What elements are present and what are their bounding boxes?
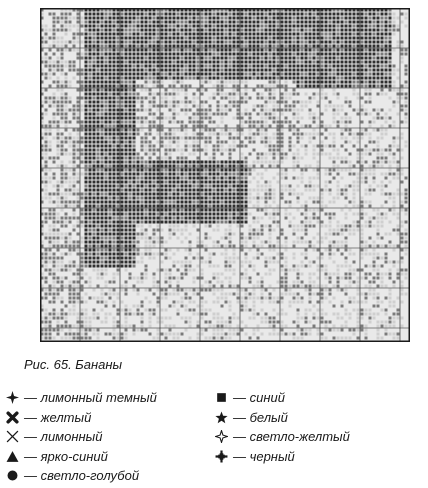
legend-item bbox=[212, 408, 350, 428]
square-icon bbox=[212, 391, 230, 405]
legend-label: — ярко-синий bbox=[24, 448, 108, 464]
pattern-grid bbox=[40, 8, 410, 342]
cross-stitch-pattern bbox=[40, 8, 410, 342]
legend-item bbox=[3, 466, 157, 486]
legend-item bbox=[3, 447, 157, 467]
star-icon bbox=[212, 410, 230, 424]
legend-label: — синий bbox=[233, 390, 285, 406]
thin-x-icon bbox=[3, 430, 21, 444]
legend-label: — лимонный темный bbox=[24, 390, 157, 406]
legend-item bbox=[212, 388, 350, 408]
legend-item bbox=[3, 388, 157, 408]
four-point-star-icon bbox=[3, 391, 21, 405]
legend-label: — белый bbox=[233, 409, 288, 425]
legend-right-column bbox=[212, 388, 350, 466]
legend-label: — светло-голубой bbox=[24, 468, 140, 484]
circle-icon bbox=[3, 469, 21, 483]
legend-item bbox=[3, 408, 157, 428]
legend-label: — черный bbox=[233, 448, 295, 464]
legend-item bbox=[212, 447, 350, 467]
outline-four-point-star-icon bbox=[212, 430, 230, 444]
legend-item bbox=[212, 427, 350, 447]
heavy-x-icon bbox=[3, 410, 21, 424]
legend-item bbox=[3, 427, 157, 447]
cross-icon bbox=[212, 449, 230, 463]
legend-label: — желтый bbox=[24, 409, 92, 425]
triangle-icon bbox=[3, 449, 21, 463]
figure-caption: Рис. 65. Бананы bbox=[24, 357, 123, 372]
legend-label: — лимонный bbox=[24, 429, 103, 445]
legend-left-column bbox=[3, 388, 157, 486]
legend-label: — светло-желтый bbox=[233, 429, 350, 445]
